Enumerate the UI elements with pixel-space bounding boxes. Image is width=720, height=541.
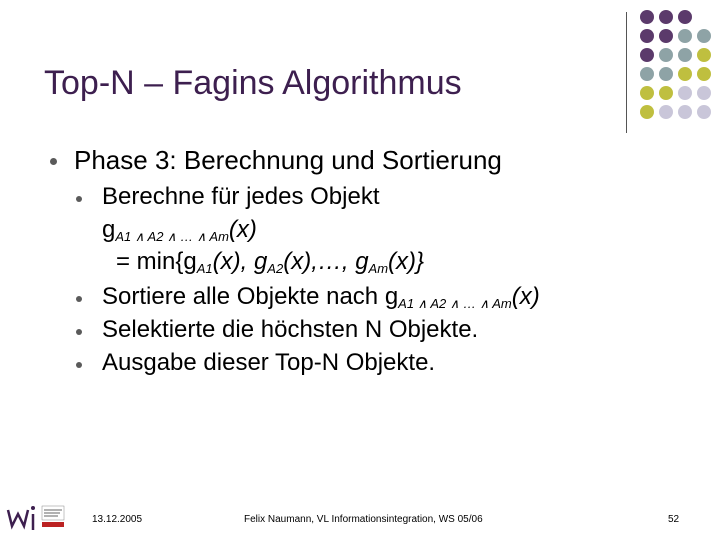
dot [659,48,673,62]
dot [659,86,673,100]
slide-title: Top-N – Fagins Algorithmus [44,64,462,102]
dot [659,29,673,43]
dot [659,105,673,119]
dot [678,105,692,119]
bullet-text-output: Ausgabe dieser Top-N Objekte. [102,349,436,376]
dot [697,29,711,43]
bullet-icon [76,196,82,202]
formula-sub: A1 ∧ A2 ∧ … ∧ Am [115,229,229,244]
min-arg-1: (x), g [212,248,268,275]
dot [678,10,692,24]
formula-arg: (x) [228,216,257,243]
sort-sub: A1 ∧ A2 ∧ … ∧ Am [398,296,512,311]
sort-pre: Sortiere alle Objekte nach g [102,283,399,310]
dot [697,67,711,81]
dot [697,48,711,62]
dot [640,29,654,43]
bullet-icon [50,158,57,165]
min-arg-3: (x)} [388,248,425,275]
bullet-text-sort [102,283,540,312]
bullet-icon [76,362,82,368]
dot [659,67,673,81]
dot [640,10,654,24]
dot [640,48,654,62]
formula-g: g [102,216,116,243]
min-sub-2: A2 [267,261,284,276]
bullet-icon [76,329,82,335]
phase-heading: Phase 3: Berechnung und Sortierung [74,145,502,175]
bullet-text-compute: Berechne für jedes Objekt [102,183,380,210]
dot [678,48,692,62]
formula-min [116,248,424,276]
dot [678,67,692,81]
dot [640,105,654,119]
university-logo [6,500,68,536]
bullet-text-select: Selektierte die höchsten N Objekte. [102,316,479,343]
min-sub-1: A1 [196,261,213,276]
dot [697,86,711,100]
bullet-icon [76,296,82,302]
footer-page-number: 52 [668,514,680,525]
min-sub-3: Am [368,261,389,276]
footer-date: 13.12.2005 [92,514,143,525]
hu-logo-icon [6,500,68,536]
min-pre: = min{g [116,248,197,275]
dot [659,10,673,24]
footer-author: Felix Naumann, VL Informationsintegration, WS 05/06 [244,514,483,525]
decorative-divider [626,12,627,133]
formula-aggregate [102,216,257,245]
dot [697,105,711,119]
dot [640,86,654,100]
sort-arg: (x) [511,283,540,310]
min-arg-2: (x),…, g [283,248,369,275]
decorative-dot-grid [640,10,720,140]
dot [640,67,654,81]
dot [678,29,692,43]
dot [678,86,692,100]
